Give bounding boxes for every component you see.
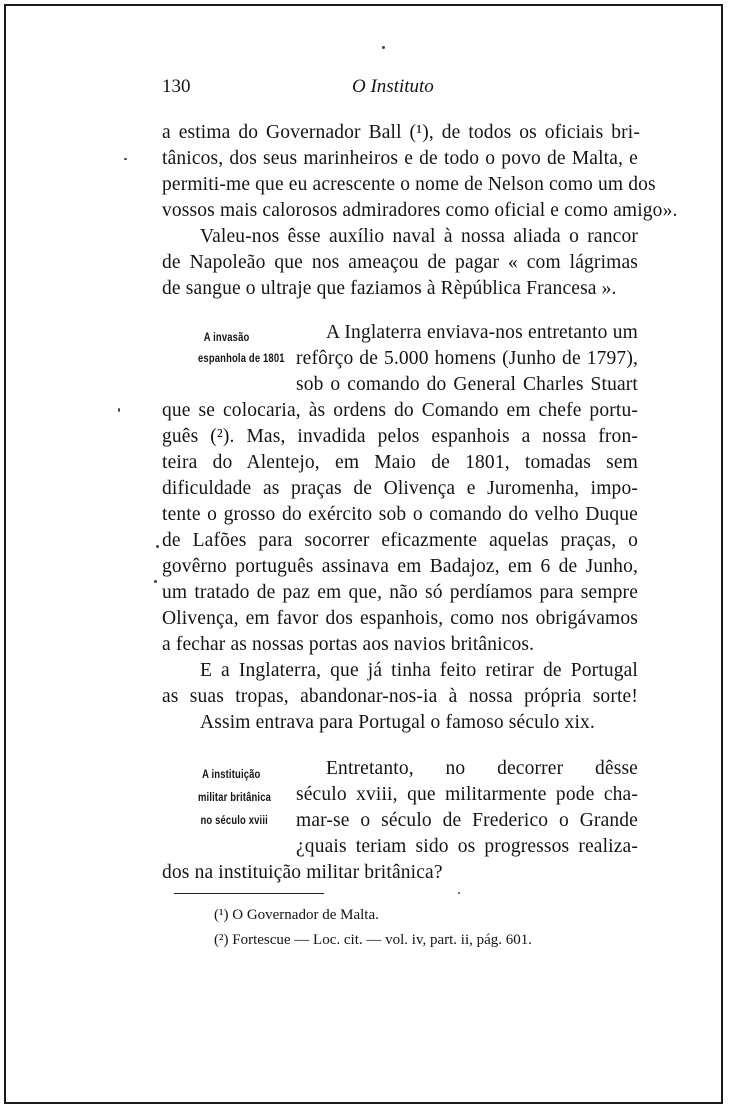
- body-line: de Napoleão que nos ameaçou de pagar « com lágrimas: [162, 252, 638, 273]
- body-line: de sangue o ultraje que faziamos à Rèpública Francesa ».: [162, 278, 617, 299]
- page-number: 130: [162, 76, 191, 97]
- body-line: Assim entrava para Portugal o famoso século xix.: [200, 712, 595, 733]
- scan-speck: [458, 892, 460, 894]
- sidenote-military-institution: [198, 767, 271, 829]
- body-line: tânicos, dos seus marinheiros e de todo o povo de Malta, e: [162, 148, 638, 169]
- sidenote-line: A instituição: [202, 769, 261, 781]
- footnote-rule: [174, 893, 324, 894]
- body-line: permiti-me que eu acrescente o nome de Nelson como um dos: [162, 174, 656, 195]
- body-line: A Inglaterra enviava-nos entretanto um: [326, 322, 638, 343]
- body-line: Entretanto, no decorrer dêsse: [326, 758, 638, 779]
- body-line: ¿quais teriam sido os progressos realiza-: [296, 836, 638, 857]
- body-line: Valeu-nos êsse auxílio naval à nossa aliada o rancor: [200, 226, 638, 247]
- body-line: sob o comando do General Charles Stuart: [296, 374, 638, 395]
- body-line: as suas tropas, abandonar-nos-ia à nossa própria sorte!: [162, 686, 638, 707]
- sidenote-line: militar britânica: [198, 792, 272, 804]
- scan-speck: [154, 580, 157, 583]
- footnote: (²) Fortescue — Loc. cit. — vol. iv, part. ii, pág. 601.: [214, 932, 533, 948]
- body-line: um tratado de paz em que, não só perdíamos para sempre: [162, 582, 638, 603]
- sidenote-line: espanhola de 1801: [198, 353, 285, 365]
- body-line: E a Inglaterra, que já tinha feito retirar de Portugal: [200, 660, 638, 681]
- body-line: a fechar as nossas portas aos navios britânicos.: [162, 634, 535, 655]
- scan-speck: [382, 46, 385, 49]
- body-line: de Lafões para socorrer eficazmente aquelas praças, o: [162, 530, 638, 551]
- body-line: teira do Alentejo, em Maio de 1801, tomadas sem: [162, 452, 638, 473]
- body-line: govêrno português assinava em Badajoz, em 6 de Junho,: [162, 556, 638, 577]
- footnote: (¹) O Governador de Malta.: [214, 907, 379, 923]
- body-line: tente o grosso do exército sob o comando do velho Duque: [162, 504, 638, 525]
- sidenote-invasion: [198, 330, 285, 367]
- body-line: mar-se o século de Frederico o Grande: [296, 810, 638, 831]
- body-line: que se colocaria, às ordens do Comando em chefe portu-: [162, 400, 638, 421]
- body-line: século xviii, que militarmente pode cha-: [296, 784, 638, 805]
- body-line: vossos mais calorosos admiradores como oficial e como amigo».: [162, 200, 678, 221]
- body-line: dificuldade as praças de Olivença e Juromenha, impo-: [162, 478, 638, 499]
- body-line: guês (²). Mas, invadida pelos espanhois a nossa fron-: [162, 426, 638, 447]
- body-line: refôrço de 5.000 homens (Junho de 1797),: [296, 348, 638, 369]
- scan-speck: [156, 545, 159, 548]
- body-line: Olivença, em favor dos espanhois, como nos obrigávamos: [162, 608, 638, 629]
- scan-speck: [124, 158, 127, 160]
- running-title: O Instituto: [352, 76, 434, 97]
- sidenote-line: A invasão: [203, 332, 250, 344]
- body-line: dos na instituição militar britânica?: [162, 862, 443, 883]
- body-line: a estima do Governador Ball (¹), de todos os oficiais bri-: [162, 122, 640, 143]
- scan-speck: [118, 408, 120, 412]
- sidenote-line: no século xviii: [200, 815, 268, 827]
